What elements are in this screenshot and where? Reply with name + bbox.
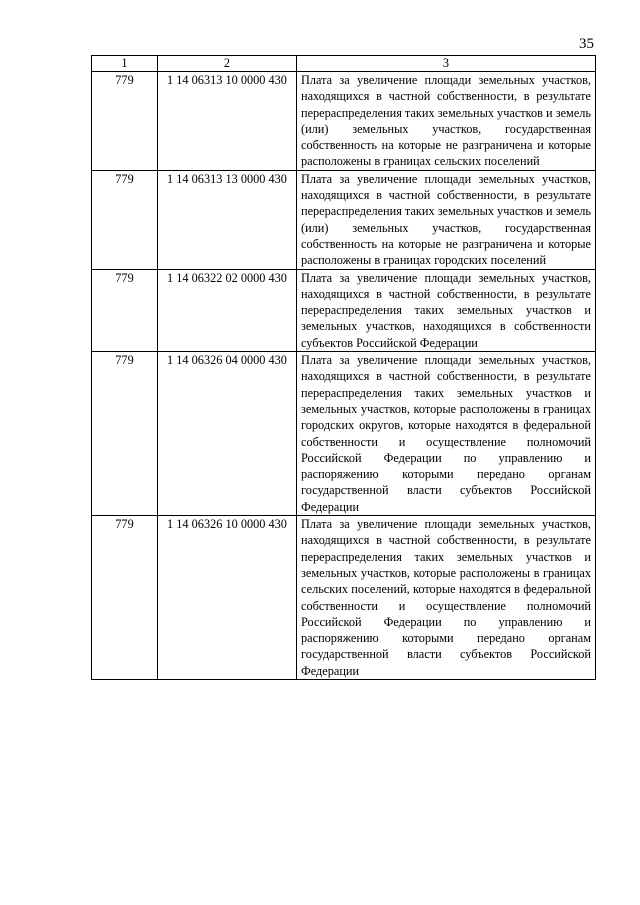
admin-code-cell: 779 bbox=[92, 72, 158, 171]
description-cell: Плата за увеличение площади земельных участков, находящихся в частной собственности, в результате перераспределения таких земельных участков и земельных участков, которые расположены в границах сельских поселений, которые находятся в федеральной собственности и осуществление полномочий Российской Федерации по управлению и распоряжению которыми передано органам государственной власти субъектов Российской Федерации bbox=[297, 516, 596, 680]
kbk-code-cell: 1 14 06326 04 0000 430 bbox=[158, 352, 297, 516]
table-header-row bbox=[92, 56, 596, 72]
table-row bbox=[92, 72, 596, 171]
admin-code-cell: 779 bbox=[92, 352, 158, 516]
admin-code-cell: 779 bbox=[92, 516, 158, 680]
description-cell: Плата за увеличение площади земельных участков, находящихся в частной собственности, в результате перераспределения таких земельных участков и земельных участков, которые расположены в границах городских округов, которые находятся в федеральной собственности и осуществление полномочий Российской Федерации по управлению и распоряжению которыми передано органам государственной власти субъектов Российской Федерации bbox=[297, 352, 596, 516]
admin-code-cell: 779 bbox=[92, 269, 158, 351]
header-col-1: 1 bbox=[92, 56, 158, 72]
budget-codes-table bbox=[91, 55, 596, 680]
description-cell: Плата за увеличение площади земельных участков, находящихся в частной собственности, в результате перераспределения таких земельных участков и земель (или) земельных участков, государственная собственность на которые не разграничена и которые расположены в границах городских поселений bbox=[297, 170, 596, 269]
description-cell: Плата за увеличение площади земельных участков, находящихся в частной собственности, в результате перераспределения таких земельных участков и земельных участков, находящихся в собственности субъектов Российской Федерации bbox=[297, 269, 596, 351]
table-row bbox=[92, 269, 596, 351]
table-row bbox=[92, 170, 596, 269]
kbk-code-cell: 1 14 06322 02 0000 430 bbox=[158, 269, 297, 351]
header-col-3: 3 bbox=[297, 56, 596, 72]
header-col-2: 2 bbox=[158, 56, 297, 72]
page-number: 35 bbox=[579, 36, 594, 52]
kbk-code-cell: 1 14 06313 10 0000 430 bbox=[158, 72, 297, 171]
kbk-code-cell: 1 14 06326 10 0000 430 bbox=[158, 516, 297, 680]
admin-code-cell: 779 bbox=[92, 170, 158, 269]
description-cell: Плата за увеличение площади земельных участков, находящихся в частной собственности, в результате перераспределения таких земельных участков и земель (или) земельных участков, государственная собственность на которые не разграничена и которые расположены в границах сельских поселений bbox=[297, 72, 596, 171]
table-row bbox=[92, 516, 596, 680]
table-row bbox=[92, 352, 596, 516]
kbk-code-cell: 1 14 06313 13 0000 430 bbox=[158, 170, 297, 269]
